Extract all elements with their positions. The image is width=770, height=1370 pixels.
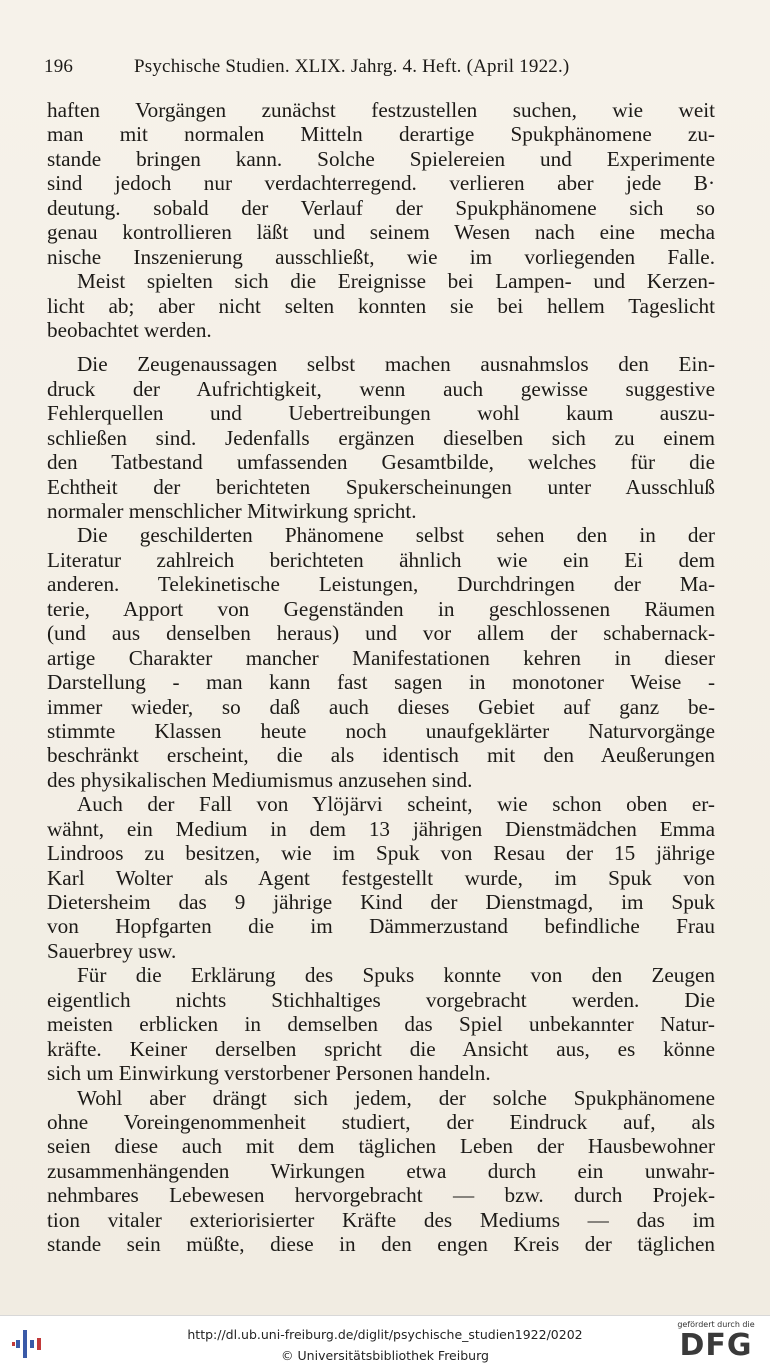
viewer-footer (0, 1315, 770, 1370)
text-line: sind jedoch nur verdachterregend. verlieren aber jede B· (47, 171, 715, 196)
text-line: licht ab; aber nicht selten konnten sie bei hellem Tageslicht (47, 293, 715, 318)
paragraph-gap (47, 342, 715, 352)
text-line: Sauerbrey usw. (47, 938, 177, 963)
text-line: beobachtet werden. (47, 317, 212, 342)
text-line: (und aus denselben heraus) und vor allem der schabernack- (47, 621, 715, 646)
text-line: meisten erblicken in demselben das Spiel unbekannter Natur- (47, 1012, 715, 1037)
text-line: artige Charakter mancher Manifestationen kehren in dieser (47, 645, 715, 670)
text-line: druck der Aufrichtigkeit, wenn auch gewisse suggestive (47, 376, 715, 401)
text-line: stande sein müßte, diese in den engen Kreis der täglichen (47, 1232, 715, 1257)
page-number: 196 (44, 56, 74, 77)
body-text (47, 98, 715, 1257)
text-line: eigentlich nichts Stichhaltiges vorgebracht werden. Die (47, 987, 715, 1012)
text-line: Echtheit der berichteten Spukerscheinungen unter Ausschluß (47, 474, 715, 499)
text-line: ohne Voreingenommenheit studiert, der Eindruck auf, als (47, 1109, 715, 1134)
text-line: deutung. sobald der Verlauf der Spukphänomene sich so (47, 195, 715, 220)
text-line: terie, Apport von Gegenständen in geschlossenen Räumen (47, 596, 715, 621)
text-line: den Tatbestand umfassenden Gesamtbilde, welches für die (47, 450, 715, 475)
text-line: nische Inszenierung ausschließt, wie im vorliegenden Falle. (47, 244, 715, 269)
text-line: anderen. Telekinetische Leistungen, Durchdringen der Ma- (47, 572, 715, 597)
text-line: Dietersheim das 9 jährige Kind der Dienstmagd, im Spuk (47, 890, 715, 914)
text-line: stande bringen kann. Solche Spielereien und Experimente (47, 146, 715, 171)
text-line: seien diese auch mit dem täglichen Leben der Hausbewohner (47, 1134, 715, 1159)
text-line: kräfte. Keiner derselben spricht die Ansicht aus, es könne (47, 1036, 715, 1061)
copyright-notice: © Universitätsbibliothek Freiburg (281, 1348, 489, 1363)
text-line: Auch der Fall von Ylöjärvi scheint, wie schon oben er- (77, 792, 715, 817)
text-line: Fehlerquellen und Uebertreibungen wohl kaum auszu- (47, 401, 715, 426)
text-line: zusammenhängenden Wirkungen etwa durch ein unwahr- (47, 1158, 715, 1183)
text-line: stimmte Klassen heute noch unaufgeklärter Naturvorgänge (47, 718, 715, 743)
text-line: Die geschilderten Phänomene selbst sehen den in der (77, 523, 715, 548)
dfg-logo-icon: DFG (679, 1328, 753, 1363)
text-line: von Hopfgarten die im Dämmerzustand befindliche Frau (47, 914, 715, 939)
text-line: Für die Erklärung des Spuks konnte von den Zeugen (77, 963, 715, 988)
text-line: man mit normalen Mitteln derartige Spukphänomene zu- (47, 122, 715, 147)
text-line: Die Zeugenaussagen selbst machen ausnahmslos den Ein- (77, 352, 715, 377)
text-line: Wohl aber drängt sich jedem, der solche Spukphänomene (77, 1085, 715, 1110)
text-line: wähnt, ein Medium in dem 13 jährigen Dienstmädchen Emma (47, 816, 715, 841)
text-line: Karl Wolter als Agent festgestellt wurde, im Spuk von (47, 865, 715, 890)
text-line: tion vitaler exteriorisierter Kräfte des Mediums — das im (47, 1207, 715, 1232)
page-header (44, 56, 734, 86)
text-line: immer wieder, so daß auch dieses Gebiet auf ganz be- (47, 694, 715, 719)
funded-by-label: gefördert durch die (677, 1320, 755, 1329)
text-line: sich um Einwirkung verstorbener Personen handeln. (47, 1061, 491, 1086)
text-line: schließen sind. Jedenfalls ergänzen dieselben sich zu einem (47, 425, 715, 450)
text-line: genau kontrollieren läßt und seinem Wesen nach eine mecha (47, 220, 715, 245)
text-line: Literatur zahlreich berichteten ähnlich wie ein Ei dem (47, 547, 715, 572)
text-line: nehmbares Lebewesen hervorgebracht — bzw. durch Projek- (47, 1183, 715, 1208)
text-line: normaler menschlicher Mitwirkung spricht. (47, 499, 417, 523)
permalink-url[interactable]: http://dl.ub.uni-freiburg.de/diglit/psychische_studien1922/0202 (187, 1327, 583, 1342)
dfg-funding-logo[interactable] (670, 1320, 762, 1366)
text-line: beschränkt erscheint, die als identisch mit den Aeußerungen (47, 743, 715, 768)
text-line: des physikalischen Mediumismus anzusehen sind. (47, 767, 473, 792)
text-line: Lindroos zu besitzen, wie im Spuk von Resau der 15 jährige (47, 841, 715, 866)
text-line: Meist spielten sich die Ereignisse bei Lampen- und Kerzen- (77, 269, 715, 294)
running-head: Psychische Studien. XLIX. Jahrg. 4. Heft. (April 1922.) (134, 56, 570, 77)
text-line: Darstellung - man kann fast sagen in monotoner Weise - (47, 670, 715, 695)
text-line: haften Vorgängen zunächst festzustellen suchen, wie weit (47, 98, 715, 122)
